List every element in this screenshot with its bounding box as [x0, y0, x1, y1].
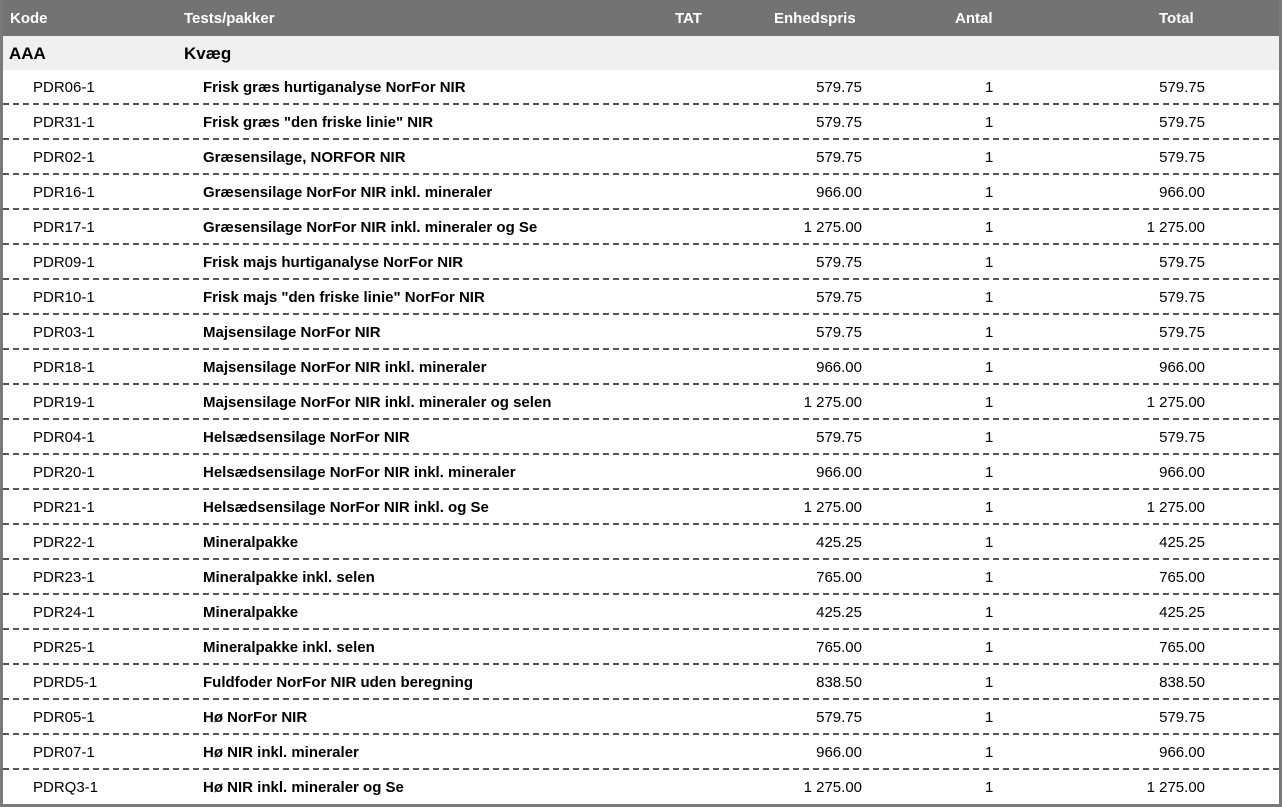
row-price: 1 275.00	[803, 499, 862, 516]
row-total: 966.00	[1159, 464, 1205, 481]
table-row[interactable]	[3, 385, 1279, 420]
row-code: PDR25-1	[33, 639, 95, 656]
table-row[interactable]	[3, 525, 1279, 560]
row-code: PDR16-1	[33, 184, 95, 201]
row-name: Hø NorFor NIR	[203, 709, 308, 726]
row-name: Frisk majs hurtiganalyse NorFor NIR	[203, 254, 464, 271]
table-row[interactable]	[3, 735, 1279, 770]
row-code: PDRD5-1	[33, 674, 98, 691]
row-name: Frisk græs hurtiganalyse NorFor NIR	[203, 79, 466, 96]
row-name: Græsensilage NorFor NIR inkl. mineraler og Se	[203, 219, 538, 236]
row-price: 966.00	[816, 464, 862, 481]
row-qty: 1	[985, 464, 994, 481]
row-price: 1 275.00	[803, 394, 862, 411]
row-qty: 1	[985, 394, 994, 411]
row-name: Helsædsensilage NorFor NIR inkl. mineraler	[203, 464, 516, 481]
row-total: 765.00	[1159, 639, 1205, 656]
row-total: 579.75	[1159, 79, 1205, 96]
row-price: 579.75	[816, 324, 862, 341]
row-name: Majsensilage NorFor NIR	[203, 324, 381, 341]
row-qty: 1	[985, 184, 994, 201]
row-code: PDR09-1	[33, 254, 95, 271]
row-total: 579.75	[1159, 254, 1205, 271]
row-name: Hø NIR inkl. mineraler	[203, 744, 359, 761]
column-header-kode[interactable]: Kode	[10, 10, 48, 27]
row-code: PDR20-1	[33, 464, 95, 481]
row-qty: 1	[985, 324, 994, 341]
table-row[interactable]	[3, 455, 1279, 490]
row-name: Majsensilage NorFor NIR inkl. mineraler	[203, 359, 487, 376]
table-row[interactable]	[3, 665, 1279, 700]
group-row	[3, 36, 1279, 70]
table-row[interactable]	[3, 70, 1279, 105]
row-price: 966.00	[816, 359, 862, 376]
row-total: 425.25	[1159, 604, 1205, 621]
row-price: 838.50	[816, 674, 862, 691]
row-total: 579.75	[1159, 429, 1205, 446]
row-total: 966.00	[1159, 744, 1205, 761]
row-name: Græsensilage, NORFOR NIR	[203, 149, 406, 166]
row-total: 1 275.00	[1146, 394, 1205, 411]
row-total: 966.00	[1159, 184, 1205, 201]
row-name: Mineralpakke inkl. selen	[203, 639, 375, 656]
table-row[interactable]	[3, 770, 1279, 805]
row-name: Mineralpakke	[203, 604, 299, 621]
row-total: 838.50	[1159, 674, 1205, 691]
row-code: PDR10-1	[33, 289, 95, 306]
table-row[interactable]	[3, 245, 1279, 280]
row-total: 1 275.00	[1146, 219, 1205, 236]
table-row[interactable]	[3, 315, 1279, 350]
row-code: PDR04-1	[33, 429, 95, 446]
row-total: 765.00	[1159, 569, 1205, 586]
row-price: 579.75	[816, 114, 862, 131]
row-price: 579.75	[816, 149, 862, 166]
row-qty: 1	[985, 674, 994, 691]
row-code: PDR17-1	[33, 219, 95, 236]
row-price: 425.25	[816, 604, 862, 621]
row-name: Mineralpakke	[203, 534, 299, 551]
row-price: 579.75	[816, 79, 862, 96]
column-header-total[interactable]: Total	[1159, 10, 1194, 27]
row-qty: 1	[985, 79, 994, 96]
row-qty: 1	[985, 219, 994, 236]
group-name: Kvæg	[184, 44, 232, 63]
row-qty: 1	[985, 779, 994, 796]
row-code: PDR31-1	[33, 114, 95, 131]
row-name: Helsædsensilage NorFor NIR inkl. og Se	[203, 499, 489, 516]
row-code: PDR24-1	[33, 604, 95, 621]
row-total: 1 275.00	[1146, 779, 1205, 796]
row-total: 579.75	[1159, 149, 1205, 166]
column-header-tat[interactable]: TAT	[675, 10, 702, 27]
table-header	[3, 0, 1279, 36]
row-qty: 1	[985, 569, 994, 586]
group-code: AAA	[9, 44, 46, 63]
row-price: 579.75	[816, 289, 862, 306]
row-qty: 1	[985, 289, 994, 306]
row-qty: 1	[985, 114, 994, 131]
row-code: PDRQ3-1	[33, 779, 99, 796]
column-header-enhedspris[interactable]: Enhedspris	[774, 10, 856, 27]
row-qty: 1	[985, 429, 994, 446]
row-price: 1 275.00	[803, 779, 862, 796]
row-price: 579.75	[816, 709, 862, 726]
row-name: Frisk græs "den friske linie" NIR	[203, 114, 434, 131]
row-total: 579.75	[1159, 289, 1205, 306]
table-row[interactable]	[3, 140, 1279, 175]
row-code: PDR02-1	[33, 149, 95, 166]
row-price: 1 275.00	[803, 219, 862, 236]
row-name: Fuldfoder NorFor NIR uden beregning	[203, 674, 473, 691]
row-price: 966.00	[816, 184, 862, 201]
row-price: 966.00	[816, 744, 862, 761]
column-header-tests[interactable]: Tests/pakker	[184, 10, 275, 27]
row-price: 579.75	[816, 254, 862, 271]
row-total: 579.75	[1159, 324, 1205, 341]
row-qty: 1	[985, 534, 994, 551]
row-name: Frisk majs "den friske linie" NorFor NIR	[203, 289, 485, 306]
row-name: Mineralpakke inkl. selen	[203, 569, 375, 586]
row-price: 765.00	[816, 569, 862, 586]
table-row[interactable]	[3, 420, 1279, 455]
table-row[interactable]	[3, 280, 1279, 315]
row-total: 966.00	[1159, 359, 1205, 376]
row-qty: 1	[985, 254, 994, 271]
row-qty: 1	[985, 709, 994, 726]
row-qty: 1	[985, 744, 994, 761]
row-code: PDR07-1	[33, 744, 95, 761]
row-qty: 1	[985, 499, 994, 516]
row-total: 579.75	[1159, 114, 1205, 131]
row-qty: 1	[985, 639, 994, 656]
row-total: 579.75	[1159, 709, 1205, 726]
row-code: PDR05-1	[33, 709, 95, 726]
column-header-antal[interactable]: Antal	[955, 10, 993, 27]
row-price: 425.25	[816, 534, 862, 551]
row-code: PDR22-1	[33, 534, 95, 551]
table-row[interactable]	[3, 350, 1279, 385]
table-row[interactable]	[3, 595, 1279, 630]
row-code: PDR19-1	[33, 394, 95, 411]
row-price: 579.75	[816, 429, 862, 446]
row-name: Græsensilage NorFor NIR inkl. mineraler	[203, 184, 493, 201]
row-total: 1 275.00	[1146, 499, 1205, 516]
table-row[interactable]	[3, 105, 1279, 140]
table-row[interactable]	[3, 490, 1279, 525]
row-code: PDR18-1	[33, 359, 95, 376]
row-qty: 1	[985, 149, 994, 166]
table-row[interactable]	[3, 630, 1279, 665]
row-price: 765.00	[816, 639, 862, 656]
row-code: PDR06-1	[33, 79, 95, 96]
row-name: Helsædsensilage NorFor NIR	[203, 429, 410, 446]
row-name: Majsensilage NorFor NIR inkl. mineraler og selen	[203, 394, 552, 411]
table-body	[3, 70, 1279, 805]
table-row[interactable]	[3, 700, 1279, 735]
row-total: 425.25	[1159, 534, 1205, 551]
table-row[interactable]	[3, 175, 1279, 210]
table-row[interactable]	[3, 560, 1279, 595]
row-qty: 1	[985, 359, 994, 376]
table-row[interactable]	[3, 210, 1279, 245]
row-code: PDR23-1	[33, 569, 95, 586]
row-qty: 1	[985, 604, 994, 621]
row-name: Hø NIR inkl. mineraler og Se	[203, 779, 404, 796]
row-code: PDR03-1	[33, 324, 95, 341]
row-code: PDR21-1	[33, 499, 95, 516]
